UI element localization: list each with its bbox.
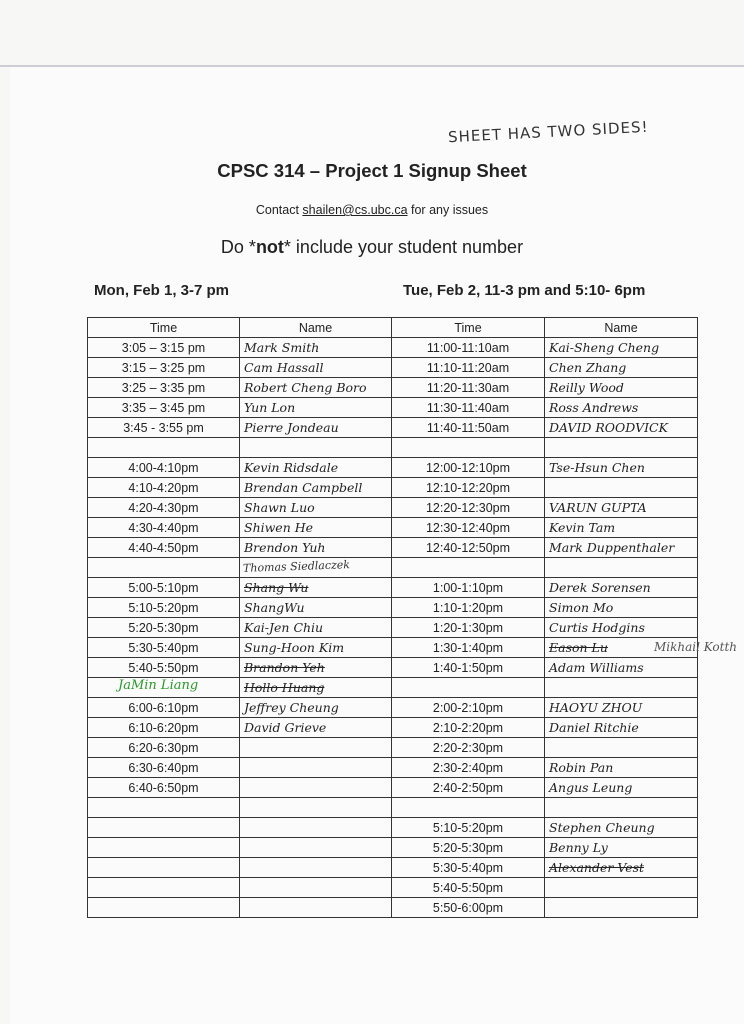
time-cell bbox=[88, 658, 240, 678]
name-cell bbox=[545, 378, 698, 398]
name-cell bbox=[240, 578, 392, 598]
signup-name: Benny Ly bbox=[549, 840, 608, 855]
time-cell bbox=[392, 398, 545, 418]
name-cell bbox=[545, 838, 698, 858]
time-cell bbox=[88, 838, 240, 858]
name-cell bbox=[545, 898, 698, 918]
name-cell bbox=[240, 378, 392, 398]
table-row bbox=[88, 778, 698, 798]
time-cell bbox=[88, 778, 240, 798]
slot-time: 4:10-4:20pm bbox=[128, 480, 199, 495]
table-row bbox=[88, 438, 698, 458]
signup-name: Brendan Campbell bbox=[244, 480, 363, 495]
table-row bbox=[88, 658, 698, 678]
name-cell bbox=[545, 398, 698, 418]
slot-time: 5:10-5:20pm bbox=[432, 820, 504, 835]
name-cell bbox=[545, 698, 698, 718]
name-cell bbox=[545, 858, 698, 878]
margin-note-side: Mikhail Kotth bbox=[654, 640, 738, 654]
name-cell bbox=[545, 438, 698, 458]
name-cell bbox=[545, 518, 698, 538]
name-cell bbox=[240, 478, 392, 498]
time-cell bbox=[88, 338, 240, 358]
time-cell bbox=[88, 878, 240, 898]
contact-line bbox=[0, 203, 744, 217]
name-cell bbox=[240, 798, 392, 818]
signup-name: Shawn Luo bbox=[244, 500, 315, 515]
table-row bbox=[88, 818, 698, 838]
handwritten-note: SHEET HAS TWO SIDES! bbox=[447, 117, 649, 147]
table-row bbox=[88, 418, 698, 438]
slot-time: 6:40-6:50pm bbox=[128, 780, 199, 795]
time-cell bbox=[88, 738, 240, 758]
table-row bbox=[88, 638, 698, 658]
name-cell bbox=[545, 778, 698, 798]
name-cell bbox=[545, 498, 698, 518]
day-heading-monday: Mon, Feb 1, 3-7 pm bbox=[94, 282, 230, 299]
time-cell bbox=[392, 638, 545, 658]
time-cell bbox=[392, 658, 545, 678]
signup-name: Brendon Yuh bbox=[244, 540, 326, 555]
time-cell bbox=[88, 358, 240, 378]
time-cell bbox=[88, 438, 240, 458]
time-cell bbox=[392, 558, 545, 578]
slot-time: 5:20-5:30pm bbox=[128, 620, 199, 635]
name-cell bbox=[545, 798, 698, 818]
slot-time: 1:10-1:20pm bbox=[432, 600, 504, 615]
time-cell bbox=[88, 698, 240, 718]
time-cell bbox=[392, 498, 545, 518]
name-cell bbox=[545, 658, 698, 678]
table-row bbox=[88, 498, 698, 518]
signup-name: Chen Zhang bbox=[549, 360, 627, 375]
name-cell bbox=[545, 878, 698, 898]
slot-time: 3:15 – 3:25 pm bbox=[121, 360, 206, 375]
time-cell bbox=[392, 718, 545, 738]
signup-name: David Grieve bbox=[244, 720, 327, 735]
signup-name: Derek Sorensen bbox=[549, 580, 651, 595]
notice-suffix: * include your student number bbox=[283, 237, 524, 257]
name-cell bbox=[545, 538, 698, 558]
time-cell bbox=[392, 858, 545, 878]
time-cell bbox=[392, 438, 545, 458]
slot-time: 12:20-12:30pm bbox=[425, 500, 511, 515]
slot-time: 3:25 – 3:35 pm bbox=[121, 380, 206, 395]
time-cell bbox=[392, 738, 545, 758]
name-cell bbox=[240, 738, 392, 758]
table-row bbox=[88, 398, 698, 418]
time-cell bbox=[88, 618, 240, 638]
contact-suffix: for any issues bbox=[407, 203, 489, 217]
table-row bbox=[88, 878, 698, 898]
time-cell bbox=[392, 378, 545, 398]
time-cell bbox=[392, 898, 545, 918]
sheet-title: CPSC 314 – Project 1 Signup Sheet bbox=[217, 160, 527, 181]
name-cell bbox=[240, 878, 392, 898]
name-cell bbox=[240, 778, 392, 798]
signup-name: Jeffrey Cheung bbox=[244, 700, 339, 715]
slot-time: 5:00-5:10pm bbox=[128, 580, 199, 595]
signup-name: Adam Williams bbox=[549, 660, 644, 675]
name-cell bbox=[240, 678, 392, 698]
signup-name: Kevin Tam bbox=[549, 520, 616, 535]
name-cell bbox=[545, 338, 698, 358]
header-name-tue: Name bbox=[545, 318, 698, 338]
day-heading-tuesday: Tue, Feb 2, 11-3 pm and 5:10- 6pm bbox=[403, 282, 646, 299]
time-cell bbox=[88, 598, 240, 618]
student-number-notice bbox=[0, 237, 744, 258]
time-cell bbox=[392, 838, 545, 858]
slot-time: 3:45 - 3:55 pm bbox=[123, 420, 204, 435]
time-cell bbox=[392, 758, 545, 778]
signup-name: Yun Lon bbox=[244, 400, 296, 415]
name-cell bbox=[545, 558, 698, 578]
slot-time: 5:50-6:00pm bbox=[432, 900, 504, 915]
table-row bbox=[88, 598, 698, 618]
name-cell bbox=[545, 418, 698, 438]
signup-name: Eason Lu bbox=[549, 640, 608, 655]
name-cell bbox=[545, 718, 698, 738]
slot-time: 5:30-5:40pm bbox=[128, 640, 199, 655]
slot-time: 4:20-4:30pm bbox=[128, 500, 199, 515]
time-cell bbox=[88, 758, 240, 778]
slot-time: 5:30-5:40pm bbox=[432, 860, 504, 875]
time-cell bbox=[392, 618, 545, 638]
name-cell bbox=[240, 398, 392, 418]
signup-name: Kai-Sheng Cheng bbox=[549, 340, 660, 355]
time-cell bbox=[88, 458, 240, 478]
time-cell bbox=[392, 478, 545, 498]
signup-name: Angus Leung bbox=[549, 780, 633, 795]
slot-time: 3:35 – 3:45 pm bbox=[121, 400, 206, 415]
slot-time: 5:20-5:30pm bbox=[432, 840, 504, 855]
name-cell bbox=[240, 718, 392, 738]
slot-time: 2:30-2:40pm bbox=[432, 760, 504, 775]
name-cell bbox=[545, 738, 698, 758]
table-row bbox=[88, 698, 698, 718]
table-row bbox=[88, 838, 698, 858]
signup-name: Shiwen He bbox=[244, 520, 314, 535]
name-cell bbox=[240, 538, 392, 558]
slot-time: 11:20-11:30am bbox=[426, 380, 510, 395]
signup-name: Ross Andrews bbox=[549, 400, 639, 415]
time-cell bbox=[88, 818, 240, 838]
slot-time: 1:20-1:30pm bbox=[432, 620, 504, 635]
slot-time: 6:30-6:40pm bbox=[128, 760, 199, 775]
slot-time: 6:00-6:10pm bbox=[128, 700, 199, 715]
signup-name: Mark Duppenthaler bbox=[549, 540, 675, 555]
slot-time: 5:10-5:20pm bbox=[128, 600, 199, 615]
signup-name: Simon Mo bbox=[549, 600, 614, 615]
time-cell bbox=[88, 378, 240, 398]
table-row bbox=[88, 358, 698, 378]
table-header-row bbox=[88, 318, 698, 338]
signup-name: Sung-Hoon Kim bbox=[244, 640, 345, 655]
name-cell bbox=[240, 438, 392, 458]
notice-prefix: Do * bbox=[220, 237, 256, 257]
slot-time: 5:40-5:50pm bbox=[128, 660, 199, 675]
header-time-mon: Time bbox=[88, 318, 240, 338]
slot-time: 12:00-12:10pm bbox=[425, 460, 511, 475]
time-cell bbox=[392, 878, 545, 898]
time-cell bbox=[88, 558, 240, 578]
slot-time: 4:00-4:10pm bbox=[128, 460, 199, 475]
time-cell bbox=[88, 418, 240, 438]
time-cell bbox=[88, 578, 240, 598]
signup-name: Robin Pan bbox=[549, 760, 614, 775]
slot-time: 6:10-6:20pm bbox=[128, 720, 199, 735]
time-cell bbox=[88, 478, 240, 498]
notice-bold: not bbox=[255, 237, 284, 257]
name-cell bbox=[545, 758, 698, 778]
name-cell bbox=[240, 698, 392, 718]
name-cell bbox=[240, 838, 392, 858]
signup-table bbox=[87, 317, 698, 918]
header-time-tue: Time bbox=[392, 318, 545, 338]
name-cell bbox=[545, 458, 698, 478]
table-row bbox=[88, 378, 698, 398]
slot-time: 4:40-4:50pm bbox=[128, 540, 199, 555]
slot-time: 12:40-12:50pm bbox=[425, 540, 511, 555]
time-cell bbox=[392, 458, 545, 478]
signup-name: Alexander Vest bbox=[549, 860, 645, 875]
table-row bbox=[88, 738, 698, 758]
time-cell bbox=[392, 778, 545, 798]
table-row bbox=[88, 478, 698, 498]
signup-name: Pierre Jondeau bbox=[244, 420, 339, 435]
name-cell bbox=[545, 358, 698, 378]
slot-time: 3:05 – 3:15 pm bbox=[121, 340, 206, 355]
table-row bbox=[88, 558, 698, 578]
time-cell bbox=[88, 718, 240, 738]
name-cell bbox=[240, 338, 392, 358]
name-cell bbox=[240, 418, 392, 438]
time-cell bbox=[392, 358, 545, 378]
time-cell bbox=[392, 798, 545, 818]
slot-time: 2:40-2:50pm bbox=[432, 780, 504, 795]
slot-time: 12:30-12:40pm bbox=[425, 520, 511, 535]
time-cell bbox=[88, 798, 240, 818]
table-row bbox=[88, 458, 698, 478]
slot-time: 11:30-11:40am bbox=[426, 400, 510, 415]
name-cell bbox=[545, 598, 698, 618]
name-cell bbox=[240, 658, 392, 678]
time-cell bbox=[392, 338, 545, 358]
name-cell bbox=[240, 818, 392, 838]
slot-time: 11:10-11:20am bbox=[426, 360, 510, 375]
slot-time: 6:20-6:30pm bbox=[128, 740, 199, 755]
signup-name: VARUN GUPTA bbox=[549, 500, 647, 515]
signup-name: Daniel Ritchie bbox=[549, 720, 639, 735]
name-cell bbox=[545, 678, 698, 698]
table-row bbox=[88, 858, 698, 878]
time-cell bbox=[392, 818, 545, 838]
slot-time: 11:00-11:10am bbox=[426, 340, 510, 355]
name-cell bbox=[240, 638, 392, 658]
signup-name: Kai-Jen Chiu bbox=[244, 620, 324, 635]
name-cell bbox=[240, 758, 392, 778]
time-cell bbox=[392, 598, 545, 618]
signup-name: Kevin Ridsdale bbox=[244, 460, 339, 475]
margin-note-thomas: Thomas Siedlaczek bbox=[242, 558, 351, 575]
contact-email-link[interactable]: shailen@cs.ubc.ca bbox=[302, 203, 408, 217]
time-cell bbox=[392, 678, 545, 698]
time-cell bbox=[88, 398, 240, 418]
name-cell bbox=[240, 858, 392, 878]
margin-note-green: JaMin Liang bbox=[118, 678, 199, 693]
name-cell bbox=[240, 618, 392, 638]
time-cell bbox=[392, 538, 545, 558]
table-row bbox=[88, 758, 698, 778]
time-cell bbox=[88, 638, 240, 658]
slot-time: 11:40-11:50am bbox=[426, 420, 510, 435]
signup-name: Robert Cheng Boro bbox=[244, 380, 367, 395]
slot-time: 1:30-1:40pm bbox=[432, 640, 504, 655]
name-cell bbox=[240, 598, 392, 618]
time-cell bbox=[88, 858, 240, 878]
name-cell bbox=[545, 818, 698, 838]
time-cell bbox=[392, 418, 545, 438]
time-cell bbox=[88, 898, 240, 918]
time-cell bbox=[392, 698, 545, 718]
table-row bbox=[88, 798, 698, 818]
table-row bbox=[88, 518, 698, 538]
signup-name: Hollo Huang bbox=[244, 680, 325, 695]
signup-name: DAVID ROODVICK bbox=[549, 420, 668, 435]
name-cell bbox=[545, 618, 698, 638]
signup-name: ShangWu bbox=[244, 600, 305, 615]
signup-name: Tse-Hsun Chen bbox=[549, 460, 645, 475]
slot-time: 12:10-12:20pm bbox=[425, 480, 511, 495]
name-cell bbox=[240, 518, 392, 538]
signup-name: Stephen Cheung bbox=[549, 820, 655, 835]
signup-name: HAOYU ZHOU bbox=[549, 700, 643, 715]
time-cell bbox=[88, 518, 240, 538]
table-row bbox=[88, 898, 698, 918]
signup-name: Reilly Wood bbox=[549, 380, 624, 395]
slot-time: 2:00-2:10pm bbox=[432, 700, 504, 715]
name-cell bbox=[240, 458, 392, 478]
time-cell bbox=[392, 518, 545, 538]
slot-time: 5:40-5:50pm bbox=[432, 880, 504, 895]
table-row bbox=[88, 538, 698, 558]
name-cell bbox=[240, 498, 392, 518]
slot-time: 1:00-1:10pm bbox=[432, 580, 504, 595]
contact-prefix: Contact bbox=[255, 203, 303, 217]
signup-name: Curtis Hodgins bbox=[549, 620, 645, 635]
slot-time: 1:40-1:50pm bbox=[432, 660, 504, 675]
name-cell bbox=[240, 898, 392, 918]
header-name-mon: Name bbox=[240, 318, 392, 338]
signup-name: Cam Hassall bbox=[244, 360, 324, 375]
table-row bbox=[88, 718, 698, 738]
table-row bbox=[88, 578, 698, 598]
table-row bbox=[88, 338, 698, 358]
name-cell bbox=[545, 478, 698, 498]
name-cell bbox=[240, 358, 392, 378]
signup-name: Shang Wu bbox=[244, 580, 309, 595]
slot-time: 4:30-4:40pm bbox=[128, 520, 199, 535]
signup-name: Brandon Yeh bbox=[244, 660, 325, 675]
time-cell bbox=[88, 538, 240, 558]
time-cell bbox=[392, 578, 545, 598]
signup-name: Mark Smith bbox=[244, 340, 320, 355]
table-row bbox=[88, 618, 698, 638]
slot-time: 2:20-2:30pm bbox=[432, 740, 504, 755]
slot-time: 2:10-2:20pm bbox=[432, 720, 504, 735]
time-cell bbox=[88, 498, 240, 518]
name-cell bbox=[545, 578, 698, 598]
